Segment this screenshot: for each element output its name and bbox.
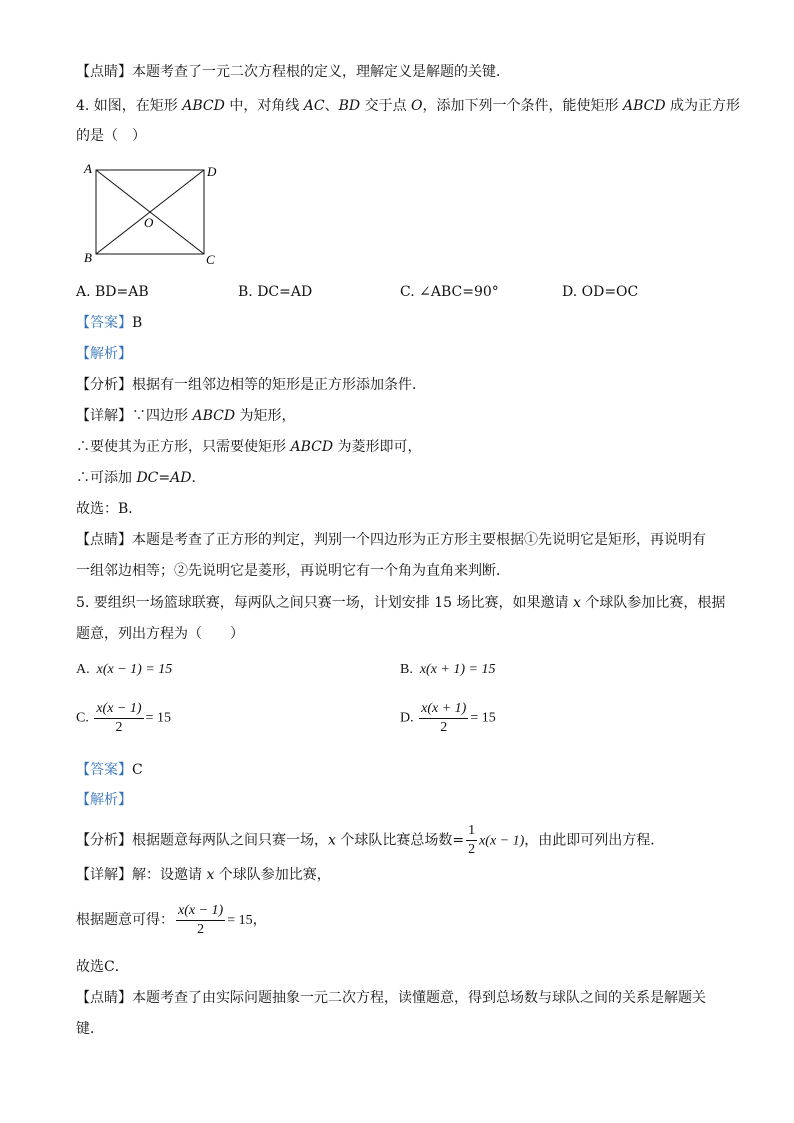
option-expr: x(x − 1) = 15 [96, 662, 173, 677]
q5-stem [76, 593, 725, 613]
fraction [176, 902, 225, 939]
rectangle-figure [80, 158, 220, 268]
detail-var: x [206, 867, 215, 883]
q4-text: 交于点 [360, 98, 412, 114]
dianjing-tag: 【点睛】 [76, 990, 132, 1006]
analysis-var: x [328, 832, 336, 849]
analysis-tag: 【分析】 [76, 832, 132, 849]
option-rhs: = 15 [470, 710, 496, 726]
label-o: O [144, 215, 154, 230]
q5-detail-1 [76, 865, 331, 885]
fraction-numerator: 1 [466, 822, 477, 841]
q4-choice: 故选：B． [76, 501, 143, 517]
label-b: B [84, 250, 92, 265]
analysis-text: 根据有一组邻边相等的矩形是正方形添加条件． [132, 377, 426, 393]
q5-stem-line-2: 题意，列出方程为（ ） [76, 626, 244, 642]
answer-value: B [132, 315, 143, 331]
q4-var: ABCD [622, 98, 666, 114]
q5-var: x [572, 595, 581, 611]
detail-text: 为菱形即可， [333, 439, 422, 455]
answer-tag: 【答案】 [76, 762, 132, 778]
option-rhs: = 15 [145, 710, 171, 726]
q4-text: ，添加下列一个条件，能使矩形 [422, 98, 623, 114]
detail-tag: 【详解】 [76, 408, 132, 424]
q4-var: BD [338, 98, 361, 114]
dianjing-tag: 【点睛】 [76, 64, 132, 80]
q5-option-a [76, 660, 172, 680]
detail-text: ∴可添加 [76, 470, 137, 486]
q5-answer [76, 760, 143, 780]
q4-stem-line-2: 的是（ ） [76, 128, 146, 144]
fraction-numerator: x(x − 1) [176, 902, 225, 921]
q4-text: 中，对角线 [224, 98, 304, 114]
q5-text: 个球队参加比赛，根据 [580, 595, 726, 611]
q4-var: AC [303, 98, 325, 114]
detail-var: ABCD [290, 439, 334, 455]
option-label: A. [76, 662, 90, 677]
q4-dianjing-1 [76, 530, 706, 550]
detail-text: 个球队参加比赛， [214, 867, 331, 883]
fraction [419, 700, 468, 737]
q5-option-b [400, 660, 496, 680]
option-label: D. [400, 710, 414, 726]
q5-text: 5. 要组织一场篮球联赛，每两队之间只赛一场，计划安排 15 场比赛，如果邀请 [76, 595, 573, 611]
dianjing-text: 本题考查了由实际问题抽象一元二次方程，读懂题意，得到总场数与球队之间的关系是解题关 [132, 990, 706, 1006]
detail-tag: 【详解】 [76, 867, 132, 883]
fraction-denominator: 2 [440, 720, 448, 735]
analysis-text: 根据题意每两队之间只赛一场， [132, 832, 328, 849]
fraction-numerator: x(x + 1) [419, 700, 468, 719]
dianjing-line-1 [76, 62, 510, 82]
detail-text: 为矩形， [235, 408, 296, 424]
label-c: C [206, 252, 215, 267]
detail-text: 根据题意可得： [76, 912, 174, 928]
detail-text: 解：设邀请 [132, 867, 207, 883]
q5-option-d [400, 700, 496, 737]
dianjing-text: 本题考查了一元二次方程根的定义，理解定义是解题的关键． [132, 64, 510, 80]
q5-dianjing-1 [76, 988, 706, 1008]
equation-rhs: = 15 [227, 913, 253, 928]
q4-option-b: B. DC=AD [238, 284, 313, 300]
option-label: C. [76, 710, 89, 726]
q4-text: 、 [324, 98, 339, 114]
detail-text: ． [191, 470, 206, 486]
option-label: B. [400, 662, 413, 677]
analysis-tag: 【分析】 [76, 377, 132, 393]
detail-text: ∵四边形 [132, 408, 193, 424]
q4-text: 成为正方形 [665, 98, 741, 114]
q4-detail-1 [76, 406, 296, 426]
q4-option-d: D. OD=OC [562, 284, 639, 300]
analysis-text: ，由此即可列出方程． [524, 832, 665, 849]
dianjing-tag: 【点睛】 [76, 532, 132, 548]
q5-jiexi: 【解析】 [76, 792, 132, 808]
fraction-denominator: 2 [115, 720, 123, 735]
analysis-expr: x(x − 1) [479, 833, 525, 849]
q4-answer [76, 313, 142, 333]
q4-dianjing-2: 一组邻边相等；②先说明它是菱形，再说明它有一个角为直角来判断． [76, 563, 510, 579]
q4-detail-2 [76, 437, 422, 457]
detail-text: ∴要使其为正方形，只需要使矩形 [76, 439, 291, 455]
q4-analysis [76, 375, 426, 395]
label-a: A [84, 161, 92, 176]
q5-detail-2 [76, 900, 267, 941]
q5-choice: 故选C． [76, 959, 129, 975]
q4-option-c: C. ∠ABC=90° [400, 284, 499, 300]
q5-dianjing-2: 键． [76, 1021, 104, 1037]
fraction-denominator: 2 [468, 842, 476, 857]
q4-jiexi: 【解析】 [76, 346, 132, 362]
q4-stem [76, 96, 740, 116]
detail-var: DC=AD [136, 470, 192, 486]
q4-option-a: A. BD=AB [76, 284, 149, 300]
answer-value: C [132, 762, 143, 778]
detail-text: ， [252, 912, 267, 928]
analysis-text: 个球队比赛总场数= [335, 832, 465, 849]
half-fraction [466, 822, 477, 859]
answer-tag: 【答案】 [76, 315, 132, 331]
q4-var: O [411, 98, 423, 114]
q4-text: 4. 如图，在矩形 [76, 98, 183, 114]
q5-option-c [76, 700, 171, 737]
fraction-numerator: x(x − 1) [94, 700, 143, 719]
q4-var: ABCD [182, 98, 225, 114]
label-d: D [207, 164, 217, 179]
fraction [94, 700, 143, 737]
detail-var: ABCD [192, 408, 236, 424]
fraction-denominator: 2 [197, 921, 205, 937]
q4-detail-3 [76, 468, 205, 488]
q5-analysis [76, 822, 664, 860]
option-expr: x(x + 1) = 15 [419, 662, 496, 677]
dianjing-text: 本题是考查了正方形的判定，判别一个四边形为正方形主要根据①先说明它是矩形，再说明有 [132, 532, 706, 548]
